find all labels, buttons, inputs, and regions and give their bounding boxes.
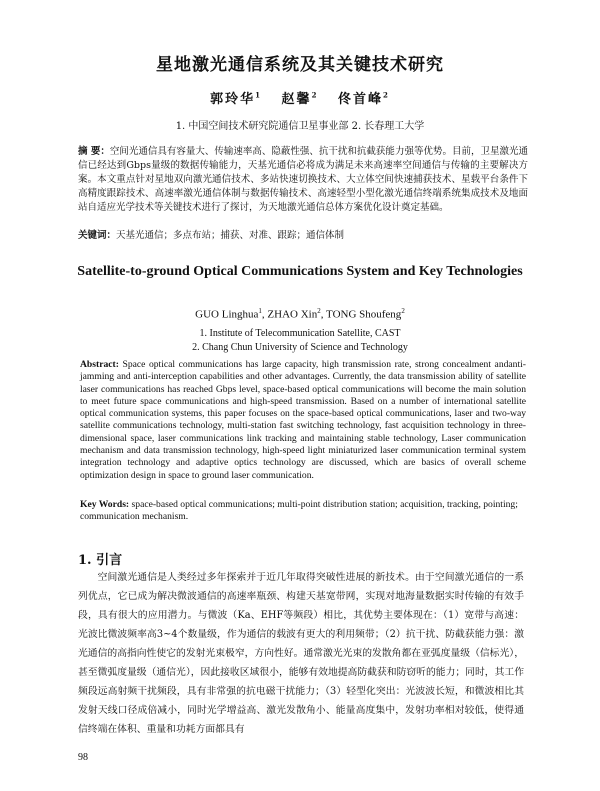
authors-chinese — [0, 88, 600, 107]
abstract-cn-label: 摘 要： — [78, 146, 110, 157]
introduction-paragraph: 空间激光通信是人类经过多年探索并于近几年取得突破性进展的新技术。由于空间激光通信的一系列优点，它已成为解决微波通信的高速率瓶颈、构建天基宽带网，实现对地海量数据实时传输的有效手段，具有很大的应用潜力。与微波（Ka、EHF等频段）相比，其优势主要体现在：（1）宽带与高速：光波比微波频率高3~4个数量级，作为通信的载波有更大的利用频带；（2）抗干扰、防截获能力强：激光通信的高指向性使它的发射光束极窄，方向性好。通常激光光束的发散角都在亚弧度量级（信标光），甚至微弧度量级（通信光），因此接收区域很小，能够有效地提高防截获和防窃听的能力；同时，其工作频段远高射频干扰频段，具有非常强的抗电磁干扰能力；（3）轻型化突出：光波波长短，和微波相比其发射天线口径成倍减小，同时光学增益高、激光发散角小、能量高度集中，发射功率相对较低，使得通信终端在体积、重量和功耗方面都具有 — [78, 572, 524, 735]
affiliation-en-2: 2. Chang Chun University of Science and Technology — [192, 342, 408, 353]
affiliations-english — [0, 327, 600, 355]
author-en-1: GUO Linghua — [195, 308, 259, 321]
page-number: 98 — [78, 752, 88, 763]
author-cn-3: 佟首峰 — [338, 92, 384, 107]
author-en-2: ZHAO Xin — [267, 308, 318, 321]
keywords-en-text: space-based optical communications; multi-point distribution station; acquisition, tracking, pointing; communication mechanism. — [80, 499, 518, 523]
abstract-cn-text: 空间光通信具有容量大、传输速率高、隐蔽性强、抗干扰和抗截获能力强等优势。目前，卫星激光通信已经达到Gbps量级的数据传输能力，天基光通信必将成为满足未来高速率空间通信与传输的主要解决方案。本文重点针对星地双向激光通信技术、多站快速切换技术、大立体空间快速捕获技术、星载平台条件下高精度跟踪技术、高速率激光通信体制与数据传输技术、高速轻型小型化激光通信终端系统集成技术及地面站自适应光学技术等关键技术进行了探讨，为天地激光通信总体方案优化设计奠定基础。 — [78, 146, 528, 213]
author-en-3-sup: 2 — [401, 307, 405, 315]
author-en-1-sup: 1 — [258, 307, 262, 315]
section-heading-introduction: 1. 引言 — [78, 553, 123, 568]
author-cn-2: 赵馨 — [281, 92, 312, 107]
keywords-chinese — [78, 229, 528, 243]
author-cn-3-sup: 2 — [383, 90, 390, 100]
title-english: Satellite-to-ground Optical Communications System and Key Technologies — [77, 264, 523, 279]
author-en-2-sup: 2 — [317, 307, 321, 315]
abstract-chinese — [78, 145, 528, 215]
abstract-en-label: Abstract: — [80, 359, 119, 370]
authors-english: GUO Linghua$^1$, ZHAO Xin$^2$, TONG Shoufeng$^2$ — [195, 307, 405, 321]
keywords-cn-text: 天基光通信；多点布站；捕获、对准、跟踪；通信体制 — [116, 230, 345, 241]
affiliations-chinese: 1. 中国空间技术研究院通信卫星事业部 2. 长春理工大学 — [175, 121, 425, 132]
keywords-english — [80, 499, 526, 524]
title-chinese: 星地激光通信系统及其关键技术研究 — [156, 55, 444, 75]
author-cn-1: 郭玲华 — [210, 92, 256, 107]
abstract-en-text: Space optical communications has large capacity, high transmission rate, strong concealment andanti-jamming and anti-interception capabilities and other advantages. Currently, the data transmission ability of satellite laser communications has reached Gbps level, space-based optical communications will become the main solution to meet future space communications and high-speed transmission. Based on a number of international satellite optical communication systems, this paper focuses on the space-based optical communications, laser and two-way satellite communications technology, multi-station fast switching technology, fast acquisition technology in three-dimensional space, laser communications link tracking and maintaining stable technology, Laser communication mechanism and data transmission technology, high-speed light miniaturized laser communication terminal system integration technology and adaptive optics technology are discussed, which are basics of overall scheme optimization design in space to ground laser communication. — [80, 359, 526, 481]
keywords-cn-label: 关键词： — [78, 230, 117, 241]
author-en-3: TONG Shoufeng — [326, 308, 402, 321]
author-cn-2-sup: 2 — [311, 90, 319, 100]
keywords-en-label: Key Words: — [80, 499, 130, 510]
author-cn-1-sup: 1 — [255, 90, 262, 100]
affiliation-en-1: 1. Institute of Telecommunication Satellite, CAST — [199, 328, 401, 339]
abstract-english — [80, 359, 526, 482]
